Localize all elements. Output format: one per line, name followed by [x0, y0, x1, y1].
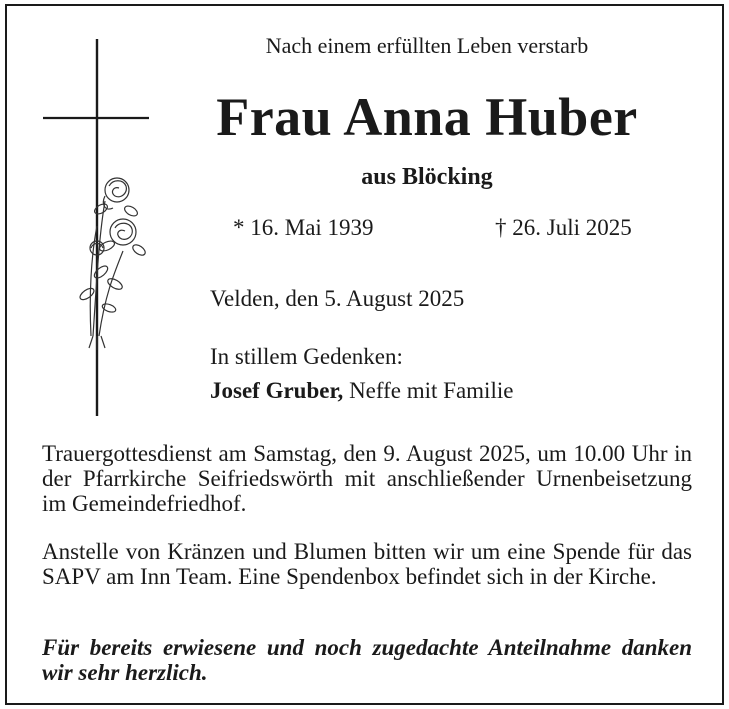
thanks-paragraph: Für bereits erwiesene und noch zugedachte Anteilnahme danken wir sehr herzlich.: [42, 635, 692, 685]
intro-line: Nach einem erfüllten Leben verstarb: [265, 33, 589, 58]
deceased-name: Frau Anna Huber: [216, 87, 638, 147]
donation-paragraph: Anstelle von Kränzen und Blumen bitten wir um eine Spende für das SAPV am Inn Team. Eine Spendenbox befindet sich in der Kirche.: [42, 539, 692, 589]
birth-date: * 16. Mai 1939: [233, 215, 374, 240]
service-paragraph: Trauergottesdienst am Samstag, den 9. August 2025, um 10.00 Uhr in der Pfarrkirche Seifriedswörth mit anschließender Urnenbeisetzung im Gemeindefriedhof.: [42, 441, 692, 516]
death-date: † 26. Juli 2025: [495, 215, 632, 240]
signer-relation: Neffe mit Familie: [343, 378, 514, 403]
cross-with-roses-icon: [35, 36, 175, 426]
signer-line: [210, 378, 513, 404]
origin-line: aus Blöcking: [361, 164, 493, 190]
mourning-label: In stillem Gedenken:: [210, 344, 403, 369]
obituary-notice: [5, 4, 724, 705]
signer-name: Josef Gruber,: [210, 378, 344, 403]
place-date-line: Velden, den 5. August 2025: [210, 286, 465, 311]
